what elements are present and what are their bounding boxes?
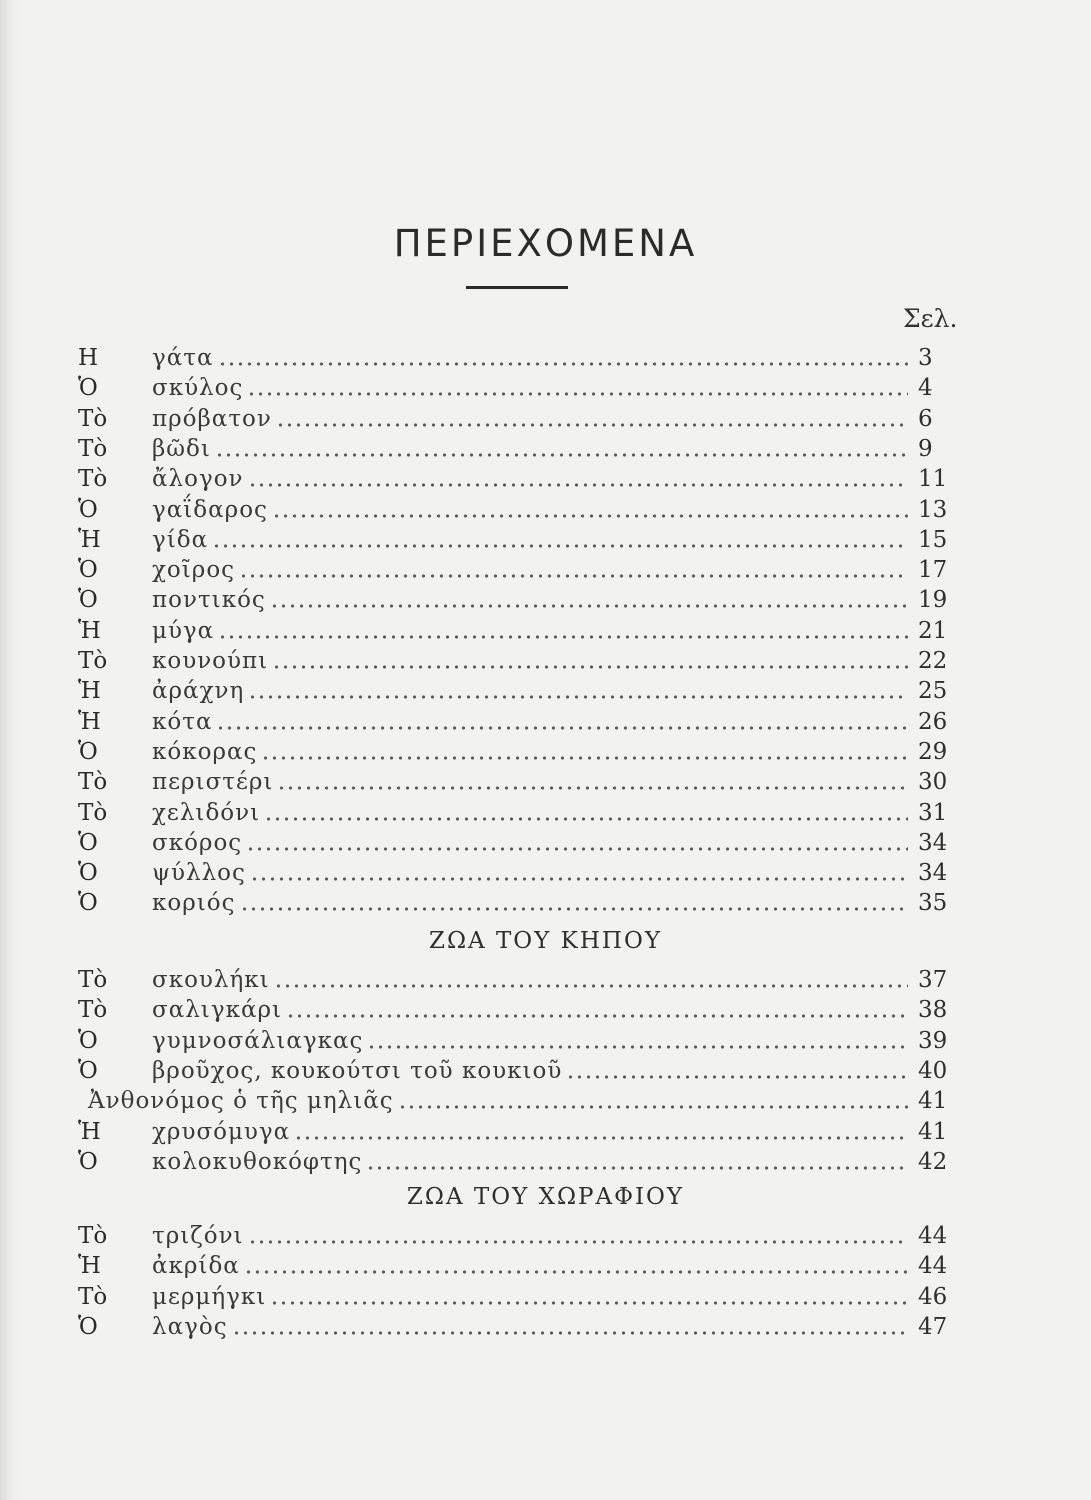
toc-entry	[78, 1221, 968, 1251]
section-heading: ΖΩΑ ΤΟΥ ΧΩΡΑΦΙΟΥ	[406, 1184, 685, 1210]
toc-entry	[78, 1312, 968, 1342]
dot-leader	[264, 817, 908, 821]
dot-leader	[274, 984, 908, 988]
entry-title: σαλιγκάρι	[152, 997, 283, 1024]
dot-leader	[218, 362, 908, 366]
entry-title: ποντικός	[152, 587, 266, 614]
entry-page-number: 35	[918, 890, 948, 917]
page-column-label: Σελ.	[903, 304, 958, 333]
entry-title: κόκορας	[152, 738, 258, 765]
entry-title: μερμήγκι	[152, 1283, 267, 1310]
toc-entry	[78, 616, 968, 646]
entry-article: Ὁ	[78, 1313, 98, 1340]
entry-title: γαΐδαρος	[152, 496, 268, 523]
entry-title: κολοκυθοκόφτης	[152, 1148, 363, 1175]
dot-leader	[244, 1270, 908, 1274]
entry-title: σκύλος	[152, 375, 244, 402]
entry-page-number: 13	[918, 496, 948, 523]
toc-entry	[78, 1086, 968, 1116]
entry-page-number: 39	[918, 1027, 948, 1054]
toc-entry	[78, 343, 968, 373]
entry-article: Ὁ	[78, 738, 98, 765]
toc-entry	[78, 1056, 968, 1086]
toc-entry	[78, 888, 968, 918]
dot-leader	[270, 1301, 908, 1305]
entry-title: χελιδόνι	[152, 799, 261, 826]
entry-title: τριζόνι	[152, 1223, 244, 1249]
entry-article: Ὁ	[78, 587, 98, 614]
entry-page-number: 21	[918, 617, 948, 644]
toc-entry	[78, 495, 968, 525]
page-title: ΠΕΡΙΕΧΟΜΕΝΑ	[393, 222, 698, 265]
entry-page-number: 41	[918, 1118, 948, 1145]
dot-leader	[261, 756, 908, 760]
dot-leader	[248, 1240, 908, 1244]
entry-article: Ὁ	[78, 557, 98, 584]
entry-page-number: 46	[918, 1283, 948, 1310]
entry-title: χρυσόμυγα	[152, 1118, 291, 1145]
entry-title: γυμνοσάλιαγκας	[152, 1027, 364, 1054]
entry-article: Τὸ	[78, 967, 108, 993]
dot-leader	[218, 635, 908, 639]
entry-page-number: 31	[918, 799, 948, 826]
entry-title: ἀκρίδα	[152, 1253, 240, 1280]
entry-article: Τὸ	[78, 466, 108, 493]
entry-page-number: 25	[918, 678, 948, 705]
entry-page-number: 47	[918, 1313, 948, 1340]
entry-title: ἀράχνη	[152, 678, 245, 705]
toc-entry	[78, 434, 968, 464]
entry-page-number: 17	[918, 557, 948, 584]
entry-article: Τὸ	[78, 435, 108, 462]
dot-leader	[247, 392, 908, 396]
dot-leader	[276, 423, 908, 427]
entry-page-number: 41	[918, 1088, 948, 1115]
dot-leader	[277, 786, 908, 790]
toc-entry	[78, 1117, 968, 1147]
entry-title: ἄλογον	[152, 466, 244, 493]
entry-article: Ἡ	[78, 1253, 101, 1280]
entry-title: κότα	[152, 708, 213, 735]
dot-leader	[232, 1331, 908, 1335]
dot-leader	[272, 514, 908, 518]
entry-article: Τὸ	[78, 769, 108, 796]
entry-article: Τὸ	[78, 648, 108, 674]
entry-page-number: 38	[918, 997, 948, 1024]
entry-page-number: 42	[918, 1148, 948, 1175]
entry-title: σκουλήκι	[152, 967, 270, 993]
entry-title: κουνούπι	[152, 648, 269, 674]
entry-article: Ἡ	[78, 617, 101, 644]
entry-title: βροῦχος, κουκούτσι τοῦ κουκιοῦ	[152, 1057, 563, 1084]
dot-leader	[248, 483, 908, 487]
toc-entry	[78, 585, 968, 615]
toc-entry	[78, 676, 968, 706]
toc-entry	[78, 798, 968, 828]
toc-entry	[78, 1147, 968, 1177]
entry-article: Ἡ	[78, 708, 101, 735]
toc-entry	[78, 858, 968, 888]
entry-title: ψύλλος	[152, 860, 246, 887]
entry-article: Ἡ	[78, 526, 101, 553]
toc-entry	[78, 525, 968, 555]
entry-page-number: 44	[918, 1223, 948, 1249]
entry-page-number: 22	[918, 648, 948, 674]
toc-entry	[78, 707, 968, 737]
entry-article: Τὸ	[78, 997, 108, 1024]
entry-article: Τὸ	[78, 799, 108, 826]
dot-leader	[216, 726, 908, 730]
entry-page-number: 40	[918, 1057, 948, 1084]
entry-page-number: 9	[918, 435, 933, 462]
entry-article: Τὸ	[78, 1283, 108, 1310]
entry-article: Ἡ	[78, 1118, 101, 1145]
dot-leader	[250, 877, 908, 881]
dot-leader	[246, 847, 908, 851]
dot-leader	[566, 1075, 908, 1079]
toc-entry	[78, 1026, 968, 1056]
dot-leader	[212, 544, 908, 548]
entry-article: Ὁ	[78, 1057, 98, 1084]
toc-entry	[78, 1282, 968, 1312]
toc-entry	[78, 404, 968, 434]
toc-entry	[78, 373, 968, 403]
entry-article: Ὁ	[78, 375, 98, 402]
entry-page-number: 19	[918, 587, 948, 614]
entry-article: Ὁ	[78, 496, 98, 523]
entry-page-number: 26	[918, 708, 948, 735]
entry-title: περιστέρι	[152, 769, 274, 796]
entry-page-number: 11	[918, 466, 948, 493]
dot-leader	[367, 1045, 908, 1049]
entry-title: χοῖρος	[152, 557, 236, 584]
toc-entry	[78, 464, 968, 494]
entry-page-number: 34	[918, 829, 948, 856]
entry-page-number: 34	[918, 860, 948, 887]
dot-leader	[240, 907, 909, 911]
entry-page-number: 4	[918, 375, 933, 402]
entry-title: γάτα	[152, 345, 214, 371]
entry-article: Ὁ	[78, 860, 98, 887]
entry-page-number: 3	[918, 345, 933, 371]
entry-article: Η	[78, 345, 99, 371]
toc-entry	[78, 1251, 968, 1281]
entry-article: Ὁ	[78, 1148, 98, 1175]
entry-title: γίδα	[152, 526, 209, 553]
dot-leader	[272, 665, 908, 669]
entry-page-number: 6	[918, 405, 933, 432]
entry-page-number: 29	[918, 738, 948, 765]
dot-leader	[270, 604, 908, 608]
entry-title: κοριός	[152, 890, 236, 917]
toc-entry	[78, 965, 968, 995]
dot-leader	[398, 1105, 908, 1109]
dot-leader	[215, 453, 908, 457]
toc-entry	[78, 995, 968, 1025]
toc-entry	[78, 737, 968, 767]
entry-page-number: 30	[918, 769, 948, 796]
dot-leader	[239, 574, 908, 578]
toc-entry	[78, 555, 968, 585]
entry-article: Τὸ	[78, 405, 108, 432]
entry-article: Τὸ	[78, 1223, 108, 1249]
entry-article: Ἡ	[78, 678, 101, 705]
entry-title: λαγὸς	[152, 1313, 228, 1340]
toc-entry	[78, 767, 968, 797]
entry-article: Ὁ	[78, 829, 98, 856]
dot-leader	[294, 1136, 908, 1140]
entry-title: σκόρος	[152, 829, 243, 856]
section-heading: ΖΩΑ ΤΟΥ ΚΗΠΟΥ	[429, 928, 662, 954]
dot-leader	[366, 1166, 908, 1170]
title-underline	[466, 286, 568, 289]
entry-page-number: 44	[918, 1253, 948, 1280]
entry-title: Ἀνθονόμος ὁ τῆς μηλιᾶς	[88, 1088, 394, 1115]
entry-title: βῶδι	[152, 435, 211, 462]
entry-article: Ὁ	[78, 890, 98, 917]
dot-leader	[248, 695, 908, 699]
entry-title: μύγα	[152, 617, 215, 644]
entry-page-number: 37	[918, 967, 948, 993]
toc-entry	[78, 828, 968, 858]
entry-article: Ὁ	[78, 1027, 98, 1054]
dot-leader	[286, 1014, 908, 1018]
entry-title: πρόβατον	[152, 405, 272, 432]
entry-page-number: 15	[918, 526, 948, 553]
toc-entry	[78, 646, 968, 676]
